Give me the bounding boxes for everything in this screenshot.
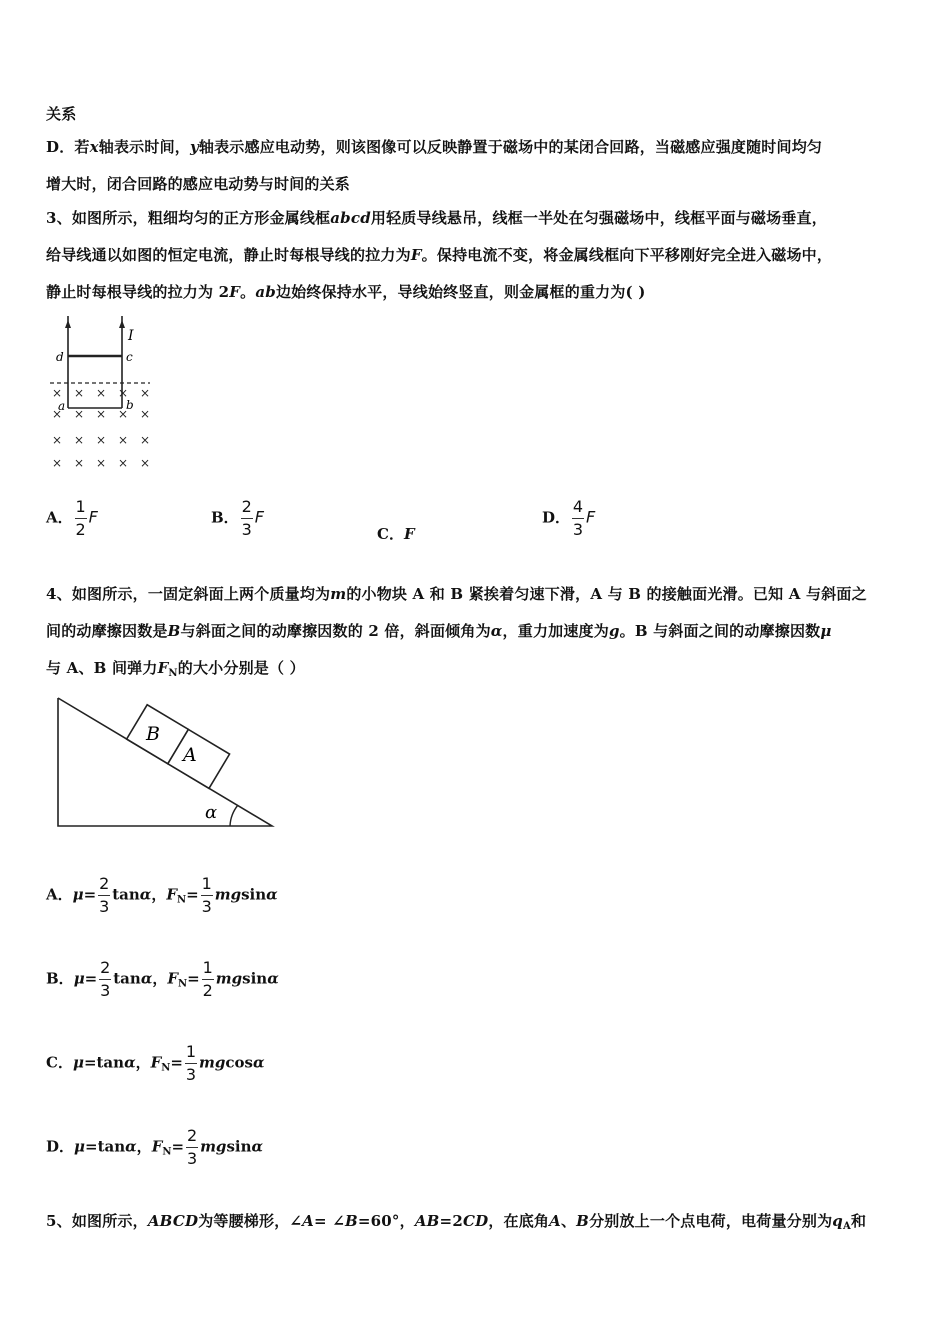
- field-cross: ×: [52, 386, 63, 400]
- field-cross: ×: [52, 407, 63, 421]
- q5-stem-line1: 5、如图所示，ABCD为等腰梯形，∠A= ∠B=60°，AB=2CD，在底角A、B分别放上一个点电荷，电荷量分别为$q_A$和: [46, 1212, 867, 1232]
- q3-option-a: A． $\frac{1}{2}$ F: [46, 497, 98, 539]
- q3-wire-frame-figure: [46, 312, 166, 477]
- angle-alpha-label: α: [205, 802, 218, 823]
- q3-stem-line2: 给导线通以如图的恒定电流，静止时每根导线的拉力为F。保持电流不变，将金属线框向下平移刚好完全进入磁场中，: [46, 246, 833, 264]
- field-cross: ×: [118, 407, 129, 421]
- field-cross: ×: [74, 386, 85, 400]
- q3-label-a: a: [58, 399, 66, 413]
- field-cross: ×: [118, 456, 129, 470]
- field-cross: ×: [140, 456, 151, 470]
- field-cross: ×: [74, 456, 85, 470]
- q2-option-d-line2: 增大时，闭合回路的感应电动势与时间的关系: [46, 175, 351, 193]
- q2-option-d: D．若x轴表示时间，y轴表示感应电动势，则该图像可以反映静置于磁场中的某闭合回路，当磁感应强度随时间均匀: [46, 138, 823, 156]
- q3-label-i: I: [128, 328, 134, 344]
- field-cross: ×: [96, 456, 107, 470]
- q3-stem-line1: 3、如图所示，粗细均匀的正方形金属线框abcd用轻质导线悬吊，线框一半处在匀强磁场中，线框平面与磁场垂直，: [46, 209, 827, 227]
- q3-option-b: B． $\frac{2}{3}$ F: [211, 497, 264, 539]
- field-cross: ×: [52, 433, 63, 447]
- q4-option-c: C．μ=tanα，$F_N=$ $\frac{1}{3}$ mgcosα: [46, 1042, 265, 1084]
- field-cross: ×: [96, 407, 107, 421]
- block-b-label: B: [146, 723, 160, 745]
- q3-option-d: D． $\frac{4}{3}$ F: [542, 497, 596, 539]
- q4-incline-figure: [50, 692, 285, 837]
- q2-continuation-text: 关系: [46, 105, 77, 123]
- field-cross: ×: [96, 433, 107, 447]
- field-cross: ×: [96, 386, 107, 400]
- q3-label-b: b: [126, 398, 134, 412]
- field-cross: ×: [140, 433, 151, 447]
- q3-option-c: C．F: [377, 525, 415, 543]
- q3-label-c: c: [126, 350, 133, 364]
- q4-option-d: D．μ=tanα，$F_N=$ $\frac{2}{3}$ mgsinα: [46, 1126, 264, 1168]
- magnetic-field-crosses: [52, 386, 150, 470]
- field-cross: ×: [74, 407, 85, 421]
- q4-option-b: B．μ= $\frac{2}{3}$ tanα，$F_N=$ $\frac{1}{2}$ mgsinα: [46, 958, 279, 1000]
- q4-stem-line2: 间的动摩擦因数是B与斜面之间的动摩擦因数的 2 倍，斜面倾角为α，重力加速度为g。B 与斜面之间的动摩擦因数μ: [46, 622, 832, 640]
- field-cross: ×: [52, 456, 63, 470]
- q3-label-d: d: [56, 350, 64, 364]
- q4-stem-line3: 与 A、B 间弹力$F_N$的大小分别是（ ）: [46, 659, 305, 679]
- q4-option-a: A．μ= $\frac{2}{3}$ tanα，$F_N=$ $\frac{1}{3}$ mgsinα: [46, 874, 278, 916]
- field-cross: ×: [118, 433, 129, 447]
- field-cross: ×: [74, 433, 85, 447]
- field-cross: ×: [140, 386, 151, 400]
- block-a-label: A: [183, 744, 197, 766]
- q3-stem-line3: 静止时每根导线的拉力为 2F。ab边始终保持水平，导线始终竖直，则金属框的重力为( ): [46, 283, 646, 301]
- q4-stem-line1: 4、如图所示，一固定斜面上两个质量均为m的小物块 A 和 B 紧挨着匀速下滑，A 与 B 的接触面光滑。已知 A 与斜面之: [46, 585, 867, 603]
- field-cross: ×: [118, 386, 129, 400]
- field-cross: ×: [140, 407, 151, 421]
